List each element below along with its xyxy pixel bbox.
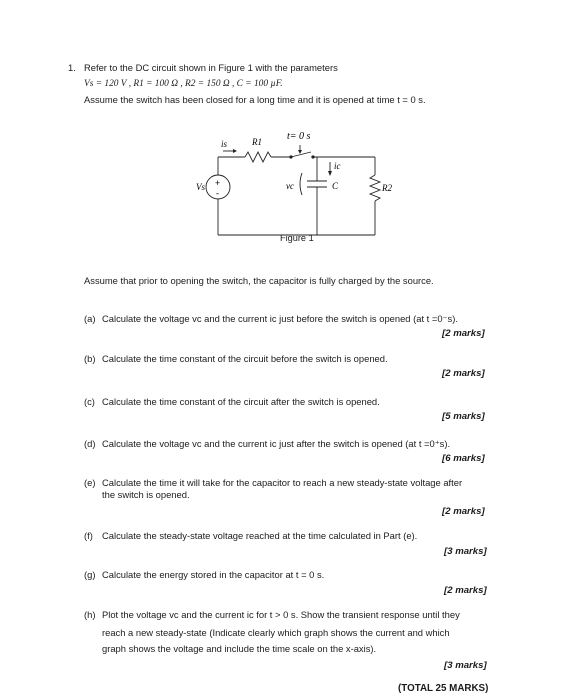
R1-label: R1 — [252, 137, 262, 147]
part-c-text: Calculate the time constant of the circuit after the switch is opened. — [102, 396, 380, 407]
total-marks: (TOTAL 25 MARKS) — [398, 683, 489, 694]
Vs-label: Vs — [196, 182, 205, 192]
C-label: C — [332, 181, 339, 191]
part-c-label: (c) — [84, 396, 95, 407]
part-f-label: (f) — [84, 530, 93, 541]
part-d-text: Calculate the voltage vc and the current ic just after the switch is opened (at t =0⁺s). — [102, 438, 451, 449]
part-a-text: Calculate the voltage vc and the current ic just before the switch is opened (at t =0⁻s). — [102, 313, 458, 324]
part-f-marks: [3 marks] — [444, 546, 487, 557]
part-h-marks: [3 marks] — [444, 660, 487, 671]
switch-assumption: Assume the switch has been closed for a long time and it is opened at time t = 0 s. — [84, 94, 426, 105]
switch-time-label: t= 0 s — [287, 131, 311, 142]
part-g-label: (g) — [84, 569, 96, 580]
question-intro: Refer to the DC circuit shown in Figure 1 with the parameters — [84, 62, 338, 73]
circuit-parameters: Vs = 120 V , R1 = 100 Ω , R2 = 150 Ω , C = 100 µF. — [84, 79, 283, 89]
part-b-marks: [2 marks] — [442, 368, 485, 379]
part-c-marks: [5 marks] — [442, 411, 485, 422]
figure-caption: Figure 1 — [280, 233, 314, 243]
part-e-label: (e) — [84, 477, 96, 488]
is-label: is — [221, 139, 228, 149]
part-h-label: (h) — [84, 609, 96, 620]
part-e-marks: [2 marks] — [442, 506, 485, 517]
part-g-text: Calculate the energy stored in the capacitor at t = 0 s. — [102, 569, 325, 580]
ic-label: ic — [334, 161, 341, 171]
part-b-label: (b) — [84, 353, 96, 364]
part-a-label: (a) — [84, 313, 96, 324]
vc-label: vc — [286, 181, 294, 191]
part-d-label: (d) — [84, 438, 96, 449]
part-a-marks: [2 marks] — [442, 328, 485, 339]
part-e-text: Calculate the time it will take for the capacitor to reach a new steady-state voltage after — [102, 477, 463, 488]
part-h-text-line2: reach a new steady-state (Indicate clearly which graph shows the current and which — [102, 627, 450, 638]
part-f-text: Calculate the steady-state voltage reached at the time calculated in Part (e). — [102, 530, 418, 541]
R2-label: R2 — [382, 183, 392, 193]
part-d-marks: [6 marks] — [442, 453, 485, 464]
source-plus: + — [215, 178, 221, 188]
part-h-text-line3: graph shows the voltage and include the time scale on the x-axis). — [102, 643, 377, 654]
part-h-text: Plot the voltage vc and the current ic for t > 0 s. Show the transient response until they — [102, 609, 460, 620]
part-g-marks: [2 marks] — [444, 585, 487, 596]
part-e-text-line2: the switch is opened. — [102, 489, 190, 500]
question-number: 1. — [68, 62, 76, 73]
source-minus: - — [216, 188, 219, 198]
part-b-text: Calculate the time constant of the circuit before the switch is opened. — [102, 353, 388, 364]
charged-assumption: Assume that prior to opening the switch, the capacitor is fully charged by the source. — [84, 275, 434, 286]
